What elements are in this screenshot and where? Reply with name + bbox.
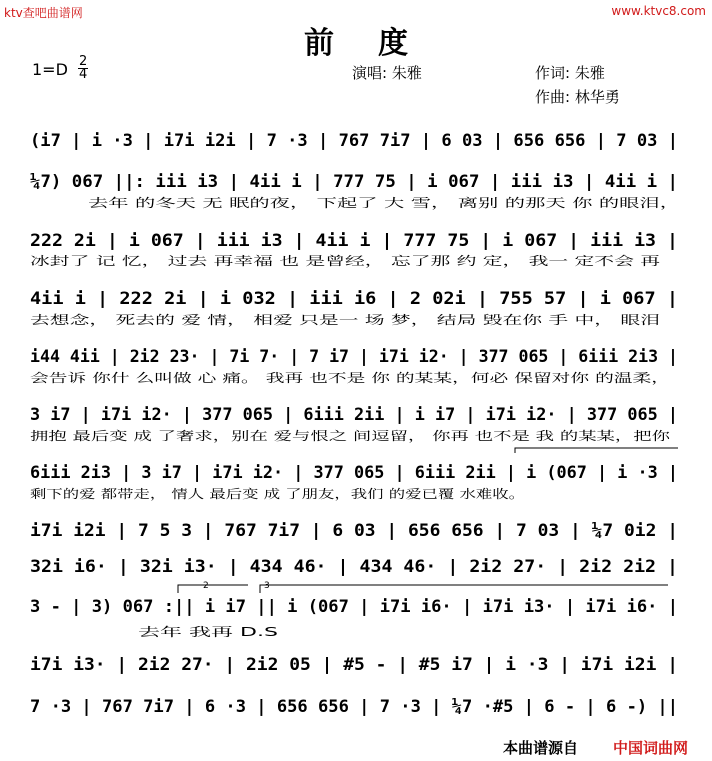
- ending-bracket-top: [515, 448, 678, 453]
- lyricist-credit: 作词: 朱雅: [535, 64, 605, 82]
- site-watermark-left: ktv查吧曲谱网: [4, 6, 83, 20]
- notes-line-2: ¼7) 067 ||: iii i3 | 4ii i | 777 75 | i 067 | iii i3 | 4ii i |: [30, 172, 678, 192]
- site-watermark-right: www.ktvc8.com: [611, 4, 706, 18]
- lyrics-line-2: 去年 的冬天 无 眠的夜， 下起了 大 雪， 离别 的那天 你 的眼泪，: [88, 196, 439, 210]
- composer-credit: 作曲: 林华勇: [535, 88, 620, 106]
- song-title: 前度: [304, 26, 452, 61]
- system-5: [30, 347, 678, 385]
- system-1: [30, 131, 678, 151]
- lyrics-line-4: 去想念， 死去的 爱 情， 相爱 只是一 场 梦， 结局 毁在你 手 中， 眼泪: [30, 313, 412, 327]
- system-3: [30, 231, 678, 268]
- notes-line-12: 7 ·3 | 767 7i7 | 6 ·3 | 656 656 | 7 ·3 | ¼7 ·#5 | 6 - | 6 -) ||: [30, 697, 678, 717]
- system-4: [30, 289, 678, 327]
- meter-numerator: 2: [79, 54, 88, 69]
- system-8: [30, 521, 678, 541]
- lyrics-line-7: 剩下的爱 都带走， 情人 最后变 成 了朋友，我们 的爱已覆 水难收。: [30, 487, 393, 501]
- meter-denominator: 4: [79, 67, 88, 82]
- lyrics-line-5: 会告诉 你什 么叫做 心 痛。 我再 也不是 你 的某某，何必 保留对你 的温柔，: [30, 371, 441, 385]
- lyrics-line-10: 去年 我再 D.S: [138, 625, 215, 639]
- notes-line-10: 3 - | 3) 067 :|| i i7 || i (067 | i7i i6· | i7i i3· | i7i i6· |: [30, 597, 678, 617]
- system-7: [30, 448, 678, 501]
- notes-line-7: 6iii 2i3 | 3 i7 | i7i i2· | 377 065 | 6iii 2ii | i (067 | i ·3 |: [30, 463, 678, 483]
- volta-3-number: 3: [264, 581, 270, 591]
- notes-line-11: i7i i3· | 2i2 27· | 2i2 05 | #5 - | #5 i7 | i ·3 | i7i i2i |: [30, 655, 678, 675]
- system-10: [30, 581, 678, 639]
- system-11: [30, 655, 678, 675]
- notes-line-6: 3 i7 | i7i i2· | 377 065 | 6iii 2ii | i i7 | i7i i2· | 377 065 |: [30, 405, 678, 425]
- notes-line-8: i7i i2i | 7 5 3 | 767 7i7 | 6 03 | 656 656 | 7 03 | ¼7 0i2 |: [30, 521, 678, 541]
- notes-line-3: 222 2i | i 067 | iii i3 | 4ii i | 777 75 | i 067 | iii i3 |: [30, 231, 678, 251]
- source-site: 中国词曲网: [613, 739, 689, 757]
- lyrics-line-3: 冰封了 记 忆， 过去 再幸福 也 是曾经， 忘了那 约 定， 我一 定不会 再: [30, 254, 412, 268]
- lyrics-line-6: 拥抱 最后变 成 了奢求，别在 爱与恨之 间逗留， 你再 也不是 我 的某某，把你: [30, 429, 449, 443]
- notes-line-1: (i7 | i ·3 | i7i i2i | 7 ·3 | 767 7i7 | 6 03 | 656 656 | 7 03 |: [30, 131, 678, 151]
- volta-2-number: 2: [203, 581, 209, 591]
- volta-3-bracket: [260, 585, 668, 593]
- key-signature: 1=D: [32, 60, 68, 79]
- notes-line-9: 32i i6· | 32i i3· | 434 46· | 434 46· | 2i2 27· | 2i2 2i2 |: [30, 557, 678, 577]
- source-label: 本曲谱源自: [503, 739, 579, 757]
- notes-line-5: i44 4ii | 2i2 23· | 7i 7· | 7 i7 | i7i i2· | 377 065 | 6iii 2i3 |: [30, 347, 678, 367]
- notes-line-4: 4ii i | 222 2i | i 032 | iii i6 | 2 02i | 755 57 | i 067 |: [30, 289, 678, 309]
- volta-2-bracket: [178, 585, 248, 593]
- system-9: [30, 557, 678, 577]
- system-6: [30, 405, 678, 443]
- system-12: [30, 697, 678, 717]
- system-2: [30, 172, 680, 210]
- singer-credit: 演唱: 朱雅: [352, 64, 422, 82]
